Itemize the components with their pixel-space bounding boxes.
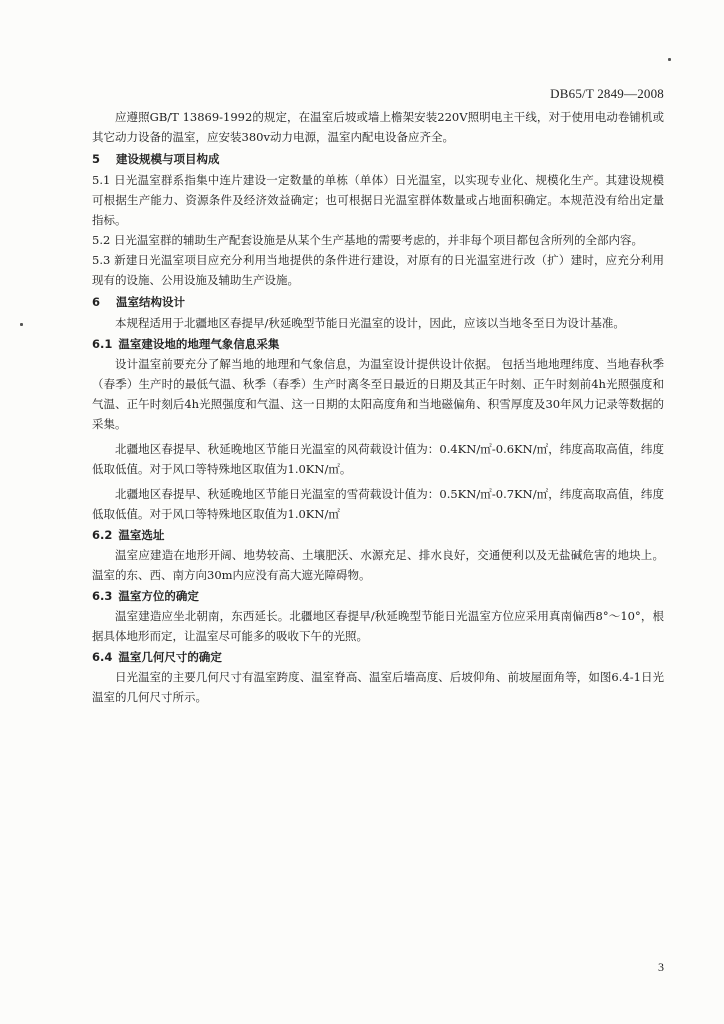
paragraph: 温室建造应坐北朝南，东西延长。北疆地区春提早/秋延晚型节能日光温室方位应采用真南偏西8°～10°，根据具体地形而定，让温室尽可能多的吸收下午的光照。 (92, 609, 664, 643)
subsection-number: 6.2 (92, 528, 113, 542)
scan-speck (668, 58, 671, 61)
scan-speck (20, 323, 23, 326)
standard-code: DB65/T 2849—2008 (550, 86, 664, 101)
paragraph: 应遵照GB/T 13869-1992的规定，在温室后坡或墙上檐架安装220V照明电主干线，对于使用电动卷铺机或其它动力设备的温室，应安装380v动力电源，温室内配电设备应齐全。 (92, 110, 664, 144)
subsection-heading (92, 525, 664, 545)
subsection-title: 温室选址 (118, 528, 165, 542)
paragraph: 日光温室的主要几何尺寸有温室跨度、温室脊高、温室后墙高度、后坡仰角、前坡屋面角等，如图6.4-1日光温室的几何尺寸所示。 (92, 670, 664, 704)
document-body (92, 107, 664, 707)
clause-paragraph: 5.2 日光温室群的辅助生产配套设施是从某个生产基地的需要考虑的，并非每个项目都包含所列的全部内容。 (92, 233, 643, 247)
subsection-heading (92, 586, 664, 606)
subsection-number: 6.3 (92, 589, 113, 603)
clause-paragraph: 5.1 日光温室群系指集中连片建设一定数量的单栋（单体）日光温室，以实现专业化、规模化生产。其建设规模可根据生产能力、资源条件及经济效益确定；也可根据日光温室群体数量或占地面积确定。本规范没有给出定量指标。 (92, 173, 664, 227)
paragraph: 温室应建造在地形开阔、地势较高、土壤肥沃、水源充足、排水良好，交通便利以及无盐碱危害的地块上。温室的东、西、南方向30m内应没有高大遮光障碍物。 (92, 548, 664, 582)
section-heading (92, 149, 664, 169)
section-number: 5 (92, 152, 101, 166)
subsection-number: 6.1 (92, 337, 113, 351)
page-number: 3 (658, 960, 664, 974)
section-heading (92, 292, 664, 312)
subsection-title: 温室几何尺寸的确定 (118, 650, 222, 664)
clause-paragraph: 5.3 新建日光温室项目应充分利用当地提供的条件进行建设，对原有的日光温室进行改（扩）建时，应充分利用现有的设施、公用设施及辅助生产设施。 (92, 253, 664, 287)
section-title: 建设规模与项目构成 (116, 152, 220, 166)
paragraph: 北疆地区春提早、秋延晚地区节能日光温室的风荷载设计值为：0.4KN/㎡-0.6KN/㎡，纬度高取高值，纬度低取低值。对于风口等特殊地区取值为1.0KN/㎡。 (92, 442, 664, 476)
subsection-title: 温室建设地的地理气象信息采集 (118, 337, 280, 351)
section-number: 6 (92, 295, 101, 309)
paragraph: 北疆地区春提早、秋延晚地区节能日光温室的雪荷载设计值为：0.5KN/㎡-0.7KN/㎡，纬度高取高值，纬度低取低值。对于风口等特殊地区取值为1.0KN/㎡ (92, 487, 664, 521)
section-title: 温室结构设计 (116, 295, 185, 309)
subsection-heading (92, 647, 664, 667)
subsection-number: 6.4 (92, 650, 113, 664)
paragraph: 设计温室前要充分了解当地的地理和气象信息，为温室设计提供设计依据。 包括当地地理纬度、当地春秋季（春季）生产时的最低气温、秋季（春季）生产时离冬至日最近的日期及其正午时刻、正午时刻前4h光照强度和气温、正午时刻后4h光照强度和气温、这一日期的太阳高度角和当地磁偏角、积雪厚度及30年风力记录等数据的采集。 (92, 357, 664, 431)
subsection-heading (92, 334, 664, 354)
subsection-title: 温室方位的确定 (118, 589, 199, 603)
paragraph: 本规程适用于北疆地区春提早/秋延晚型节能日光温室的设计，因此，应该以当地冬至日为设计基准。 (115, 316, 625, 330)
